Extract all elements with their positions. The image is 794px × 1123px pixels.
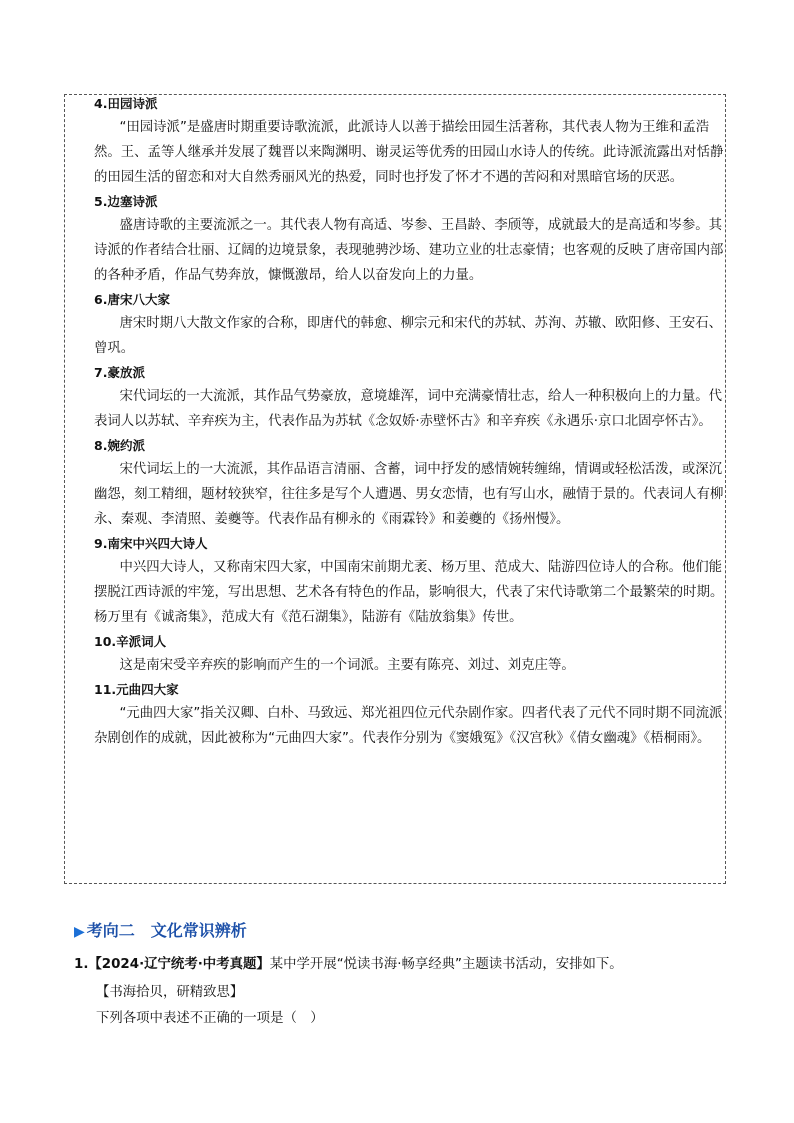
item-text: 盛唐诗歌的主要流派之一。其代表人物有高适、岑参、王昌龄、李颀等，成就最大的是高适和岑参。其诗派的作者结合壮丽、辽阔的边境景象，表现驰骋沙场、建功立业的壮志豪情；也客观的反映了唐帝国内部的各种矛盾，作品气势奔放，慷慨激昂，给人以奋发向上的力量。 xyxy=(94,218,724,283)
question-number: 1. xyxy=(74,957,89,972)
list-item xyxy=(94,678,724,751)
item-text: 宋代词坛的一大流派，其作品气势豪放，意境雄浑，词中充满豪情壮志，给人一种积极向上的力量。代表词人以苏轼、辛弃疾为主，代表作品为苏轼《念奴娇·赤壁怀古》和辛弃疾《永遇乐·京口北固亭怀古》。 xyxy=(94,389,723,429)
section-title-text: 考向二 文化常识辨析 xyxy=(86,921,247,940)
item-text: 宋代词坛上的一大流派，其作品语言清丽、含蓄，词中抒发的感情婉转缠绵，情调或轻松活泼，或深沉幽怨，刻工精细，题材较狭窄，往往多是写个人遭遇、男女恋情，也有写山水，融情于景的。代表词人有柳永、秦观、李清照、姜夔等。代表作品有柳永的《雨霖铃》和姜夔的《扬州慢》。 xyxy=(94,462,724,527)
item-text: “田园诗派”是盛唐时期重要诗歌流派，此派诗人以善于描绘田园生活著称，其代表人物为王维和孟浩然。王、孟等人继承并发展了魏晋以来陶渊明、谢灵运等优秀的田园山水诗人的传统。此诗派流露出对恬静的田园生活的留恋和对大自然秀丽风光的热爱，同时也抒发了怀才不遇的苦闷和对黑暗官场的厌恶。 xyxy=(94,120,724,185)
list-item xyxy=(94,361,724,434)
item-heading: 7.豪放派 xyxy=(94,365,145,380)
item-heading: 5.边塞诗派 xyxy=(94,194,158,209)
item-heading: 11.元曲四大家 xyxy=(94,682,179,697)
list-item xyxy=(94,434,724,532)
item-heading: 4.田园诗派 xyxy=(94,96,158,111)
question-source: 【2024·辽宁统考·中考真题】 xyxy=(88,957,270,972)
list-item xyxy=(94,190,724,288)
triangle-right-icon: ▶ xyxy=(74,924,85,940)
list-item xyxy=(94,630,724,678)
item-heading: 9.南宋中兴四大诗人 xyxy=(94,536,208,551)
question-stem: 某中学开展“悦读书海·畅享经典”主题读书活动，安排如下。 xyxy=(269,957,623,972)
question-sub-heading: 【书海拾贝，研精致思】 xyxy=(96,985,244,1000)
item-text: “元曲四大家”指关汉卿、白朴、马致远、郑光祖四位元代杂剧作家。四者代表了元代不同时期不同流派杂剧创作的成就，因此被称为“元曲四大家”。代表作分别为《窦娥冤》《汉宫秋》《倩女幽魂》《梧桐雨》。 xyxy=(94,706,723,746)
item-heading: 10.辛派词人 xyxy=(94,634,167,649)
section-title xyxy=(74,918,247,941)
question-line xyxy=(74,952,724,977)
item-text: 中兴四大诗人，又称南宋四大家，中国南宋前期尤袤、杨万里、范成大、陆游四位诗人的合称。他们能摆脱江西诗派的牢笼，写出思想、艺术各有特色的作品，影响很大，代表了宋代诗歌第二个最繁荣的时期。杨万里有《诚斋集》，范成大有《范石湖集》，陆游有《陆放翁集》传世。 xyxy=(94,560,724,625)
item-text: 这是南宋受辛弃疾的影响而产生的一个词派。主要有陈亮、刘过、刘克庄等。 xyxy=(119,658,575,673)
item-text: 唐宋时期八大散文作家的合称，即唐代的韩愈、柳宗元和宋代的苏轼、苏洵、苏辙、欧阳修、王安石、曾巩。 xyxy=(94,316,723,356)
list-item xyxy=(94,532,724,630)
list-item xyxy=(94,288,724,361)
list-item xyxy=(94,92,724,190)
knowledge-list xyxy=(94,92,724,751)
item-heading: 6.唐宋八大家 xyxy=(94,292,170,307)
question-prompt: 下列各项中表述不正确的一项是（ ） xyxy=(96,1011,324,1026)
item-heading: 8.婉约派 xyxy=(94,438,145,453)
